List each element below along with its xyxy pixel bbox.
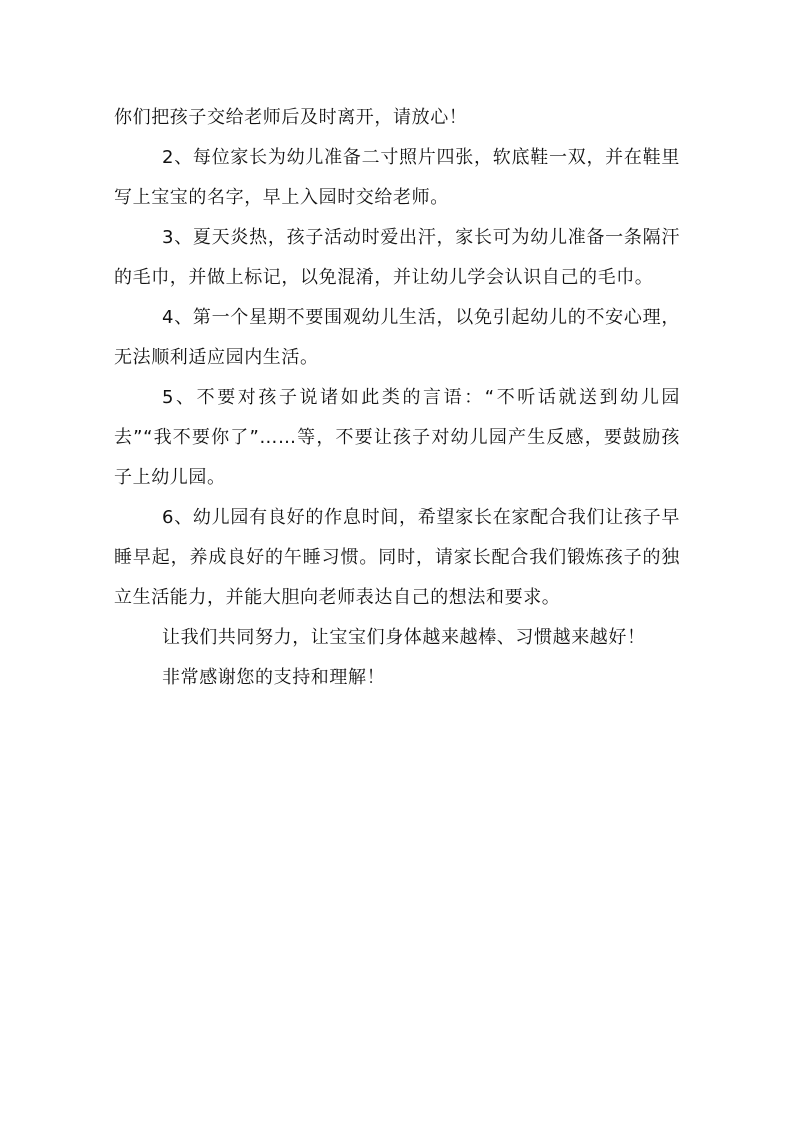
paragraph-closing-effort: 让我们共同努力，让宝宝们身体越来越棒、习惯越来越好！ [162,627,646,648]
paragraph-continuation: 你们把孩子交给老师后及时离开，请放心！ [114,107,468,128]
paragraph-thanks: 非常感谢您的支持和理解！ [162,667,386,688]
document-body [114,98,680,698]
paragraph-item-5-language: 5、不要对孩子说诸如此类的言语：“不听话就送到幼儿园去”“我不要你了”……等，不要让孩子对幼儿园产生反感，要鼓励孩子上幼儿园。 [114,387,680,488]
paragraph-item-2-photos-shoes: 2、每位家长为幼儿准备二寸照片四张，软底鞋一双，并在鞋里写上宝宝的名字，早上入园时交给老师。 [114,147,680,208]
paragraph-item-6-schedule: 6、幼儿园有良好的作息时间，希望家长在家配合我们让孩子早睡早起，养成良好的午睡习惯。同时，请家长配合我们锻炼孩子的独立生活能力，并能大胆向老师表达自己的想法和要求。 [114,507,680,608]
paragraph-item-4-first-week: 4、第一个星期不要围观幼儿生活，以免引起幼儿的不安心理，无法顺利适应园内生活。 [114,307,680,368]
paragraph-item-3-towel: 3、夏天炎热，孩子活动时爱出汗，家长可为幼儿准备一条隔汗的毛巾，并做上标记，以免混淆，并让幼儿学会认识自己的毛巾。 [114,227,680,288]
